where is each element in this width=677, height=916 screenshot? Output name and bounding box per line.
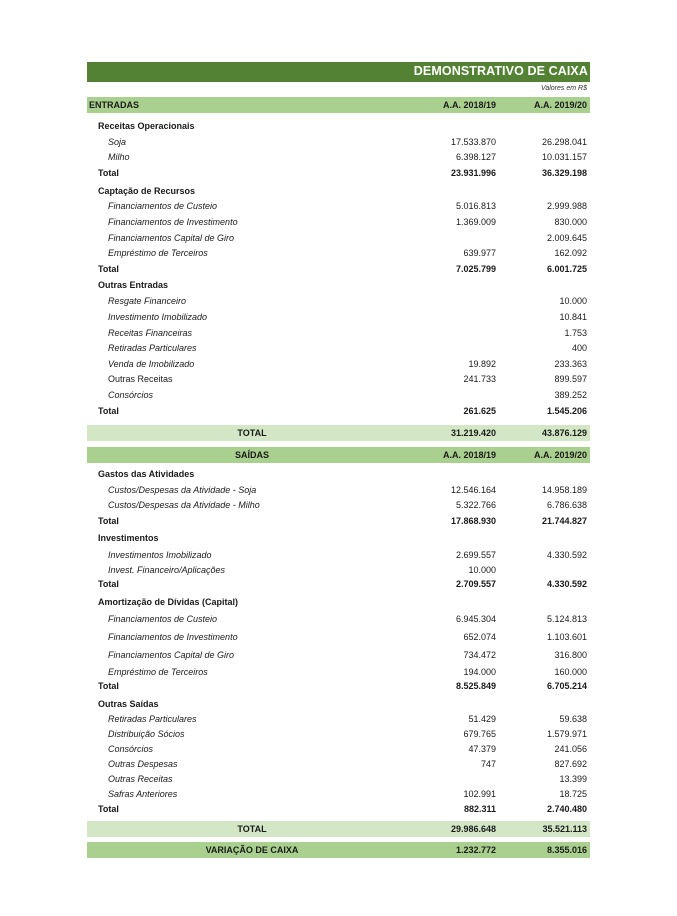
value-2018: 17.868.930	[450, 516, 496, 526]
value-2019: 6.705.214	[546, 681, 587, 691]
value-2018: 6.398.127	[455, 152, 496, 162]
row-label: Total	[98, 264, 119, 274]
row-label: Resgate Financeiro	[108, 296, 187, 306]
value-2019: 2.999.988	[546, 201, 587, 211]
table-row	[87, 613, 590, 627]
row-label: Financiamentos Capital de Giro	[108, 650, 235, 660]
value-2018: 6.945.304	[455, 614, 496, 624]
table-row	[87, 389, 590, 403]
row-label: Financiamentos de Custeio	[108, 614, 218, 624]
value-2019: 35.521.113	[542, 824, 587, 834]
value-2019: 2.009.645	[546, 233, 587, 243]
table-row	[87, 311, 590, 325]
row-label: Investimentos Imobilizado	[108, 550, 212, 560]
row-label: Consórcios	[108, 744, 154, 754]
value-2018: 17.533.870	[450, 137, 496, 147]
subtotal-row	[87, 405, 590, 419]
value-2019: 827.692	[554, 759, 587, 769]
row-label: Outras Despesas	[108, 759, 178, 769]
row-label: Financiamentos Capital de Giro	[108, 233, 235, 243]
row-label: Venda de Imobilizado	[108, 359, 195, 369]
entradas-header	[87, 97, 590, 113]
value-2019: 4.330.592	[546, 579, 587, 589]
row-label: Retiradas Particulares	[108, 343, 197, 353]
row-label: Empréstimo de Terceiros	[108, 667, 208, 677]
row-label: Total	[98, 168, 119, 178]
value-2018: 7.025.799	[455, 264, 496, 274]
table-row	[87, 232, 590, 246]
value-2018: 639.977	[463, 248, 496, 258]
value-2019: 59.638	[559, 714, 587, 724]
row-label: Total	[98, 516, 119, 526]
value-2019: 14.958.189	[541, 485, 587, 495]
table-row	[87, 649, 590, 663]
col-header-2019: A.A. 2019/20	[533, 450, 587, 460]
table-row	[87, 200, 590, 214]
group-header	[87, 185, 590, 199]
row-label: Total	[98, 681, 119, 691]
value-2019: 4.330.592	[546, 550, 587, 560]
value-2019: 36.329.198	[541, 168, 587, 178]
subtotal-row	[87, 680, 590, 694]
value-2019: 160.000	[554, 667, 587, 677]
value-2018: 679.765	[463, 729, 496, 739]
saidas-header	[87, 447, 590, 463]
value-2018: 23.931.996	[450, 168, 496, 178]
row-label: Empréstimo de Terceiros	[108, 248, 208, 258]
subtotal-row	[87, 167, 590, 181]
table-row	[87, 549, 590, 563]
table-row	[87, 499, 590, 513]
row-label: Retiradas Particulares	[108, 714, 197, 724]
table-row	[87, 666, 590, 680]
value-2019: 10.000	[559, 296, 587, 306]
group-name: Investimentos	[98, 533, 159, 543]
table-row	[87, 773, 590, 787]
value-2018: 652.074	[463, 632, 496, 642]
value-2018: 102.991	[463, 789, 496, 799]
value-2019: 899.597	[554, 374, 587, 384]
value-2019: 10.031.157	[541, 152, 587, 162]
subtotal-row	[87, 578, 590, 592]
group-name: Gastos das Atividades	[98, 469, 195, 479]
value-2018: 5.016.813	[455, 201, 496, 211]
table-row	[87, 728, 590, 742]
group-name: Amortização de Dívidas (Capital)	[98, 597, 239, 607]
group-header	[87, 279, 590, 293]
value-2019: 316.800	[554, 650, 587, 660]
value-2019: 389.252	[554, 390, 587, 400]
report-title: DEMONSTRATIVO DE CAIXA	[413, 64, 588, 78]
col-header-2019: A.A. 2019/20	[533, 100, 587, 110]
value-2019: 8.355.016	[546, 845, 587, 855]
value-2019: 241.056	[554, 744, 587, 754]
table-row	[87, 327, 590, 341]
table-row	[87, 373, 590, 387]
table-row	[87, 788, 590, 802]
table-row	[87, 631, 590, 645]
table-row	[87, 342, 590, 356]
value-2018: 241.733	[463, 374, 496, 384]
variacao-label: VARIAÇÃO DE CAIXA	[205, 845, 299, 855]
col-header-2018: A.A. 2018/19	[442, 450, 496, 460]
table-row	[87, 151, 590, 165]
subtotal-row	[87, 515, 590, 529]
row-label: Consórcios	[108, 390, 154, 400]
table-row	[87, 358, 590, 372]
value-2019: 2.740.480	[546, 804, 587, 814]
value-2019: 13.399	[559, 774, 587, 784]
value-2019: 26.298.041	[541, 137, 587, 147]
value-2018: 747	[480, 759, 496, 769]
table-row	[87, 216, 590, 230]
value-2019: 1.103.601	[546, 632, 587, 642]
group-header	[87, 120, 590, 134]
row-label: Custos/Despesas da Atividade - Soja	[108, 485, 257, 495]
value-2019: 10.841	[559, 312, 587, 322]
row-label: Custos/Despesas da Atividade - Milho	[108, 500, 260, 510]
row-label: Soja	[108, 137, 127, 147]
row-label: Invest. Financeiro/Aplicações	[108, 565, 226, 575]
entradas-total-row	[87, 425, 590, 441]
group-name: Outras Entradas	[98, 280, 169, 290]
value-2018: 734.472	[463, 650, 496, 660]
row-label: Total	[98, 579, 119, 589]
table-row	[87, 564, 590, 578]
subtotal-row	[87, 263, 590, 277]
value-2018: 19.892	[468, 359, 496, 369]
variacao-caixa-row	[87, 842, 590, 858]
value-2018: 194.000	[463, 667, 496, 677]
units-note: Valores em R$	[540, 85, 587, 92]
group-name: Captação de Recursos	[98, 186, 196, 196]
entradas-label: ENTRADAS	[89, 100, 140, 110]
row-label: Safras Anteriores	[108, 789, 178, 799]
row-label: Receitas Financeiras	[108, 328, 193, 338]
row-label: Total	[98, 406, 119, 416]
total-label: TOTAL	[237, 824, 267, 834]
table-row	[87, 758, 590, 772]
value-2018: 882.311	[463, 804, 496, 814]
value-2019: 233.363	[554, 359, 587, 369]
value-2018: 2.709.557	[455, 579, 496, 589]
saidas-label: SAÍDAS	[234, 450, 269, 460]
row-label: Investimento Imobilizado	[108, 312, 208, 322]
table-row	[87, 247, 590, 261]
value-2019: 21.744.827	[541, 516, 587, 526]
row-label: Outras Receitas	[108, 374, 173, 384]
group-name: Receitas Operacionais	[98, 121, 195, 131]
row-label: Distribuição Sócios	[108, 729, 185, 739]
group-header	[87, 468, 590, 482]
title-bar	[87, 62, 590, 82]
value-2018: 2.699.557	[455, 550, 496, 560]
value-2019: 43.876.129	[541, 428, 587, 438]
value-2018: 47.379	[468, 744, 496, 754]
value-2019: 18.725	[559, 789, 587, 799]
value-2018: 29.986.648	[450, 824, 496, 834]
value-2018: 12.546.164	[450, 485, 496, 495]
row-label: Milho	[108, 152, 130, 162]
row-label: Outras Receitas	[108, 774, 173, 784]
value-2019: 162.092	[554, 248, 587, 258]
group-header	[87, 596, 590, 610]
value-2019: 5.124.813	[546, 614, 587, 624]
row-label: Financiamentos de Investimento	[108, 632, 238, 642]
value-2019: 400	[571, 343, 587, 353]
value-2018: 1.232.772	[455, 845, 496, 855]
group-name: Outras Saídas	[98, 699, 159, 709]
row-label: Financiamentos de Investimento	[108, 217, 238, 227]
row-label: Financiamentos de Custeio	[108, 201, 218, 211]
saidas-total-row	[87, 821, 590, 837]
col-header-2018: A.A. 2018/19	[442, 100, 496, 110]
value-2019: 1.753	[564, 328, 587, 338]
table-row	[87, 136, 590, 150]
value-2018: 10.000	[468, 565, 496, 575]
group-header	[87, 532, 590, 546]
value-2019: 830.000	[554, 217, 587, 227]
table-row	[87, 743, 590, 757]
value-2019: 6.001.725	[546, 264, 587, 274]
value-2019: 6.786.638	[546, 500, 587, 510]
value-2018: 5.322.766	[455, 500, 496, 510]
group-header	[87, 698, 590, 712]
value-2019: 1.579.971	[546, 729, 587, 739]
value-2018: 51.429	[468, 714, 496, 724]
value-2018: 261.625	[463, 406, 496, 416]
table-row	[87, 295, 590, 309]
table-row	[87, 484, 590, 498]
value-2019: 1.545.206	[546, 406, 587, 416]
row-label: Total	[98, 804, 119, 814]
subtotal-row	[87, 803, 590, 817]
value-2018: 8.525.849	[455, 681, 496, 691]
value-2018: 31.219.420	[450, 428, 496, 438]
value-2018: 1.369.009	[455, 217, 496, 227]
total-label: TOTAL	[237, 428, 267, 438]
table-row	[87, 713, 590, 727]
